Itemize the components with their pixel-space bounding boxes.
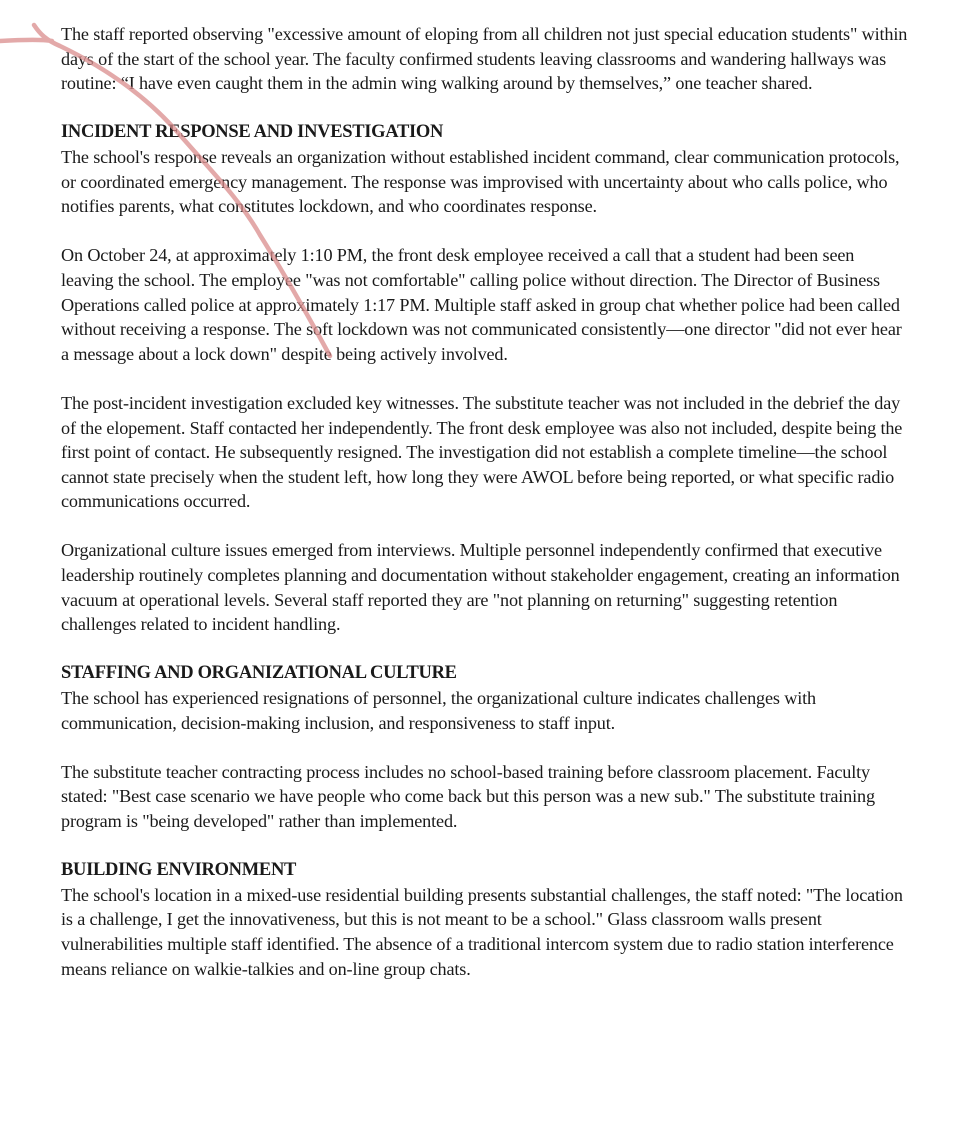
- body-paragraph: The post-incident investigation excluded key witnesses. The substitute teacher was not included in the debrief the day of the elopement. Staff contacted her independently. The front desk employee was also not included, despite being the first point of contact. He subsequently resigned. The investigation did not establish a complete timeline—the school cannot state precisely when the student left, how long they were AWOL before being reported, or what specific radio communications occurred.: [61, 392, 903, 512]
- section-staffing-culture: [61, 661, 911, 833]
- body-paragraph: The school has experienced resignations of personnel, the organizational culture indicates challenges with communication, decision-making inclusion, and responsiveness to staff input.: [61, 688, 816, 733]
- section-building-environment: [61, 858, 911, 981]
- document-page: [61, 22, 911, 1006]
- body-paragraph: The school's location in a mixed-use residential building presents substantial challenges, the staff noted: "The location is a challenge, I get the innovativeness, but this is not meant to be a school." Glass classroom walls present vulnerabilities multiple staff identified. The absence of a traditional intercom system due to radio station interference means reliance on walkie-talkies and on-line group chats.: [61, 884, 903, 979]
- body-paragraph: On October 24, at approximately 1:10 PM, the front desk employee received a call that a student had been seen leaving the school. The employee "was not comfortable" calling police without direction. The Director of Business Operations called police at approximately 1:17 PM. Multiple staff asked in group chat whether police had been called without receiving a response. The soft lockdown was not communicated consistently—one director "did not ever hear a message about a lock down" despite being actively involved.: [61, 245, 902, 364]
- section-heading: STAFFING AND ORGANIZATIONAL CULTURE: [61, 663, 457, 684]
- body-paragraph: Organizational culture issues emerged from interviews. Multiple personnel independently confirmed that executive leadership routinely completes planning and documentation without stakeholder engagement, creating an information vacuum at operational levels. Several staff reported they are "not planning on returning" suggesting retention challenges related to incident handling.: [61, 540, 900, 635]
- intro-paragraph: The staff reported observing "excessive amount of eloping from all children not just special education students" within days of the start of the school year. The faculty confirmed students leaving classrooms and wandering hallways was routine: “I have even caught them in the admin wing walking around by themselves,” one teacher shared.: [61, 24, 908, 94]
- section-heading: INCIDENT RESPONSE AND INVESTIGATION: [61, 122, 444, 143]
- section-heading: BUILDING ENVIRONMENT: [61, 860, 297, 881]
- section-incident-response: [61, 120, 911, 636]
- body-paragraph: The school's response reveals an organization without established incident command, clear communication protocols, or coordinated emergency management. The response was improvised with uncertainty about who calls police, who notifies parents, what constitutes lockdown, and who coordinates response.: [61, 146, 900, 217]
- body-paragraph: The substitute teacher contracting process includes no school-based training before classroom placement. Faculty stated: "Best case scenario we have people who come back but this person was a new sub." The substitute training program is "being developed" rather than implemented.: [61, 761, 875, 831]
